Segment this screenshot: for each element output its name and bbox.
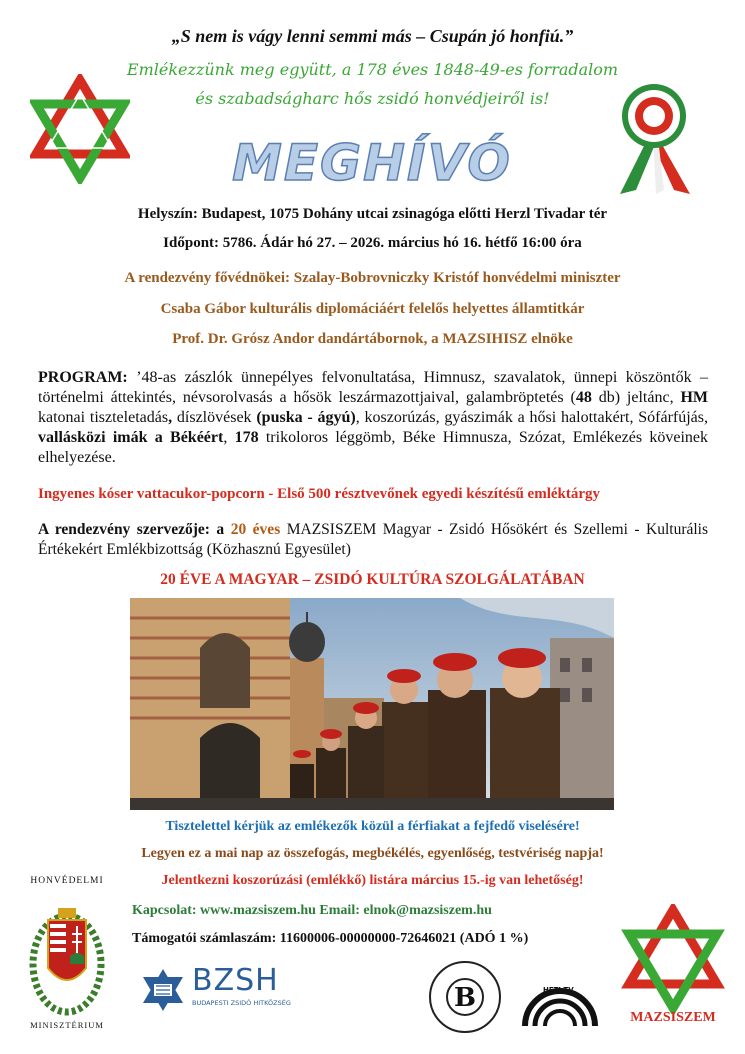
mazsiszem-logo bbox=[618, 904, 728, 1034]
svg-text:B: B bbox=[454, 983, 476, 1013]
bzsh-subtitle: BUDAPESTI ZSIDÓ HITKÖZSÉG bbox=[192, 999, 291, 1007]
heti-tv-label: HETI TV bbox=[543, 986, 574, 994]
unity-note: Legyen ez a mai nap az összefogás, megbékélés, egyenlőség, testvériség napja! bbox=[141, 846, 604, 861]
wreath-registration-note: Jelentkezni koszorúzási (emlékkő) listára március 15.-ig van lehetőség! bbox=[161, 873, 584, 888]
free-gift-note: Ingyenes kóser vattacukor-popcorn - Első 500 résztvevőnek egyedi készítésű emléktárgy bbox=[38, 486, 601, 502]
organizer-label: A rendezvény szervezője: a bbox=[38, 521, 225, 538]
program-description: PROGRAM: ’48-as zászlók ünnepélyes felvonultatása, Himnusz, szavalatok, ünnepi köszöntők – történelmi áttekintés, névsorolvasás a hősök leszármazottjaival, galambröptetés (48 db) jeltánc, HM katonai tiszteletadás, díszlövések (puska - ágyú), koszorúzás, gyászimák a hősi halottakért, Sófárfújás, vallásközi imák a Békéért, 178 trikoloros léggömb, Béke Himnusza, Szózat, Emlékezés köveinek elhelyezése. bbox=[38, 369, 709, 466]
mazsiszem-label: MAZSISZEM bbox=[630, 1010, 716, 1025]
ministry-top-label: HONVÉDELMI bbox=[30, 876, 104, 886]
coat-of-arms-icon bbox=[14, 868, 120, 1038]
program-label: PROGRAM: bbox=[38, 369, 128, 386]
bzsh-wordmark: BZSH bbox=[192, 963, 279, 998]
bzsh-star-icon bbox=[140, 967, 186, 1013]
event-time: Időpont: 5786. Ádár hó 27. – 2026. március hó 16. hétfő 16:00 óra bbox=[163, 235, 582, 251]
organizer-info: A rendezvény szervezője: a 20 éves MAZSISZEM Magyar - Zsidó Hősökért és Szellemi - Kulturális Értékekért Emlékbizottság (Közhasznú Egyesület) bbox=[38, 521, 709, 558]
organizer-years: 20 éves bbox=[230, 521, 281, 538]
patron-3: Prof. Dr. Grósz Andor dandártábornok, a MAZSIHISZ elnöke bbox=[172, 331, 573, 347]
patron-1: A rendezvény fővédnökei: Szalay-Bobrovniczky Kristóf honvédelmi miniszter bbox=[124, 270, 621, 286]
ceremony-photo bbox=[130, 598, 614, 810]
ministry-of-defence-logo bbox=[14, 868, 120, 1038]
patron-2: Csaba Gábor kulturális diplomáciáért felelős helyettes államtitkár bbox=[160, 301, 585, 317]
headwear-note: Tisztelettel kérjük az emlékezők közül a férfiakat a fejfedő viselésére! bbox=[165, 819, 580, 834]
heti-tv-icon bbox=[515, 966, 605, 1036]
breuer-press-logo bbox=[428, 960, 502, 1034]
opening-quote: „S nem is vágy lenni semmi más – Csupán jó honfiú.” bbox=[171, 26, 574, 46]
contact-info: Kapcsolat: www.mazsiszem.hu Email: elnok@mazsiszem.hu bbox=[132, 903, 492, 918]
bzsh-logo bbox=[140, 965, 320, 1015]
anniversary-heading: 20 ÉVE A MAGYAR – ZSIDÓ KULTÚRA SZOLGÁLATÁBAN bbox=[160, 571, 585, 588]
invitation-title bbox=[232, 128, 512, 198]
intro-line-2: és szabadságharc hős zsidó honvédjeiről is! bbox=[195, 89, 550, 108]
account-number: Támogatói számlaszám: 11600006-00000000-72646021 (ADÓ 1 %) bbox=[132, 931, 529, 946]
invitation-title-text: MEGHÍVÓ bbox=[232, 134, 512, 192]
heti-tv-logo bbox=[515, 966, 605, 1036]
intro-line-1: Emlékezzünk meg együtt, a 178 éves 1848-49-es forradalom bbox=[126, 60, 619, 79]
location: Helyszín: Budapest, 1075 Dohány utcai zsinagóga előtti Herzl Tivadar tér bbox=[137, 206, 608, 222]
ministry-bottom-label: MINISZTÉRIUM bbox=[30, 1020, 104, 1030]
mazsiszem-star-icon bbox=[618, 904, 728, 1014]
